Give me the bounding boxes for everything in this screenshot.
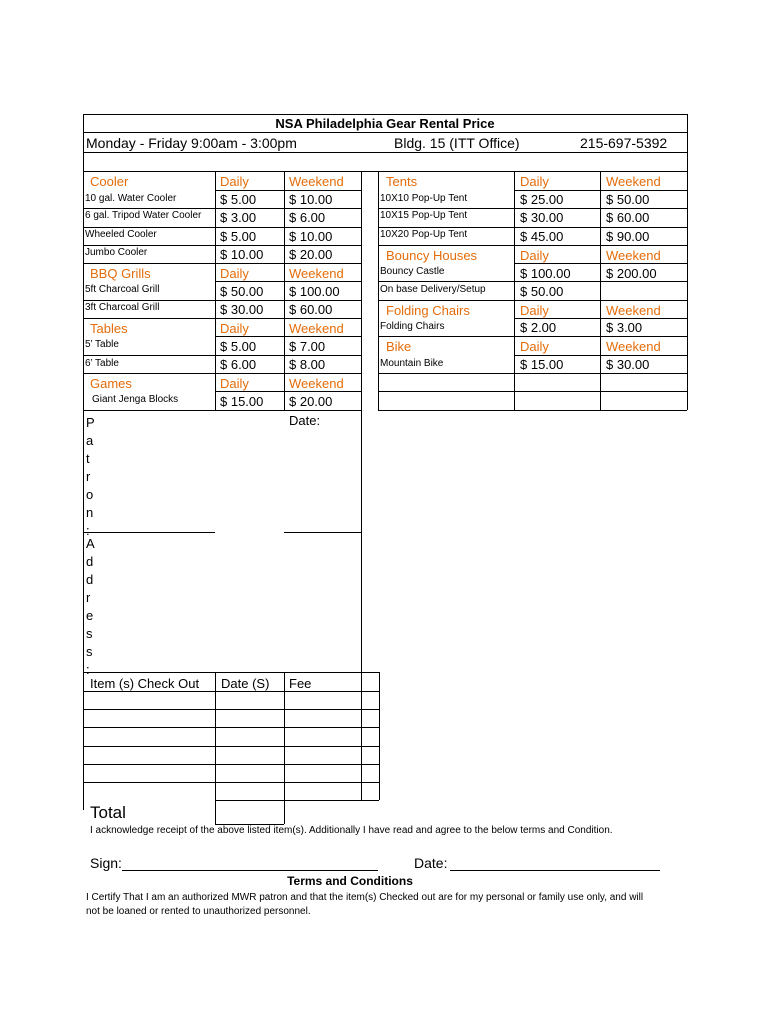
daily-price: $ 30.00 bbox=[220, 302, 264, 317]
header-divider bbox=[83, 132, 687, 133]
page-title: NSA Philadelphia Gear Rental Price bbox=[275, 116, 495, 131]
daily-header: Daily bbox=[520, 248, 549, 263]
weekend-price: $ 90.00 bbox=[606, 229, 650, 244]
weekend-price: $ 6.00 bbox=[289, 210, 326, 225]
section-label-bouncy-houses: Bouncy Houses bbox=[386, 248, 478, 263]
row-line bbox=[83, 355, 361, 356]
daily-header: Daily bbox=[220, 321, 249, 336]
row-line bbox=[215, 190, 361, 191]
signature-line[interactable] bbox=[122, 870, 378, 871]
daily-price: $ 45.00 bbox=[520, 229, 564, 244]
daily-price: $ 10.00 bbox=[220, 247, 264, 262]
item-name: On base Delivery/Setup bbox=[380, 284, 486, 295]
row-line bbox=[83, 245, 361, 246]
item-name: Folding Chairs bbox=[380, 321, 445, 332]
item-name: 5ft Charcoal Grill bbox=[85, 284, 160, 295]
weekend-header: Weekend bbox=[289, 376, 344, 391]
daily-price: $ 30.00 bbox=[520, 210, 564, 225]
date-underline[interactable] bbox=[284, 532, 361, 533]
checkout-row bbox=[83, 764, 379, 765]
checkout-row bbox=[83, 709, 379, 710]
row-line bbox=[83, 227, 361, 228]
weekend-price: $ 20.00 bbox=[289, 247, 333, 262]
weekend-price: $ 8.00 bbox=[289, 357, 326, 372]
hours-text: Monday - Friday 9:00am - 3:00pm bbox=[86, 135, 297, 151]
row-line bbox=[378, 300, 687, 301]
total-label: Total bbox=[90, 803, 126, 822]
weekend-header: Weekend bbox=[606, 303, 661, 318]
terms-text-line1: I Certify That I am an authorized MWR patron and that the item(s) Checked out are for my personal or family use only, and will bbox=[86, 892, 644, 903]
header-divider bbox=[83, 152, 687, 153]
item-name: 6’ Table bbox=[85, 358, 119, 369]
col-fee: Fee bbox=[289, 676, 312, 691]
row-line bbox=[215, 391, 361, 392]
col-date: Date (S) bbox=[221, 676, 270, 691]
weekend-header: Weekend bbox=[606, 339, 661, 354]
item-name: 10X15 Pop-Up Tent bbox=[380, 210, 468, 221]
weekend-price: $ 30.00 bbox=[606, 357, 650, 372]
checkout-row bbox=[215, 800, 379, 801]
col-item-checkout: Item (s) Check Out bbox=[90, 676, 200, 691]
row-line bbox=[378, 227, 687, 228]
checkout-row bbox=[83, 782, 379, 783]
form-left-border bbox=[83, 171, 84, 810]
row-line bbox=[83, 318, 361, 319]
item-name: Jumbo Cooler bbox=[85, 247, 148, 258]
section-label-games: Games bbox=[90, 376, 132, 391]
col-line bbox=[378, 171, 379, 410]
daily-price: $ 5.00 bbox=[220, 229, 257, 244]
row-line bbox=[215, 281, 361, 282]
row-line bbox=[378, 373, 687, 374]
item-name: Bouncy Castle bbox=[380, 266, 445, 277]
footer-date-label: Date: bbox=[414, 855, 448, 871]
weekend-price: $ 10.00 bbox=[289, 229, 333, 244]
item-name: 10X20 Pop-Up Tent bbox=[380, 229, 468, 240]
row-line bbox=[83, 263, 361, 264]
checkout-row bbox=[83, 746, 379, 747]
terms-title: Terms and Conditions bbox=[287, 874, 413, 888]
row-line bbox=[378, 336, 687, 337]
daily-price: $ 50.00 bbox=[520, 284, 564, 299]
item-name: Giant Jenga Blocks bbox=[92, 394, 179, 405]
item-name: 10X10 Pop-Up Tent bbox=[380, 193, 468, 204]
section-label-folding-chairs: Folding Chairs bbox=[386, 303, 470, 318]
row-line bbox=[83, 373, 361, 374]
daily-header: Daily bbox=[220, 174, 249, 189]
daily-price: $ 15.00 bbox=[520, 357, 564, 372]
item-name: 5’ Table bbox=[85, 339, 119, 350]
header-divider bbox=[83, 171, 687, 172]
weekend-price: $ 3.00 bbox=[606, 320, 643, 335]
col-line bbox=[284, 171, 285, 410]
daily-price: $ 6.00 bbox=[220, 357, 257, 372]
weekend-header: Weekend bbox=[289, 174, 344, 189]
daily-header: Daily bbox=[220, 376, 249, 391]
daily-price: $ 3.00 bbox=[220, 210, 257, 225]
weekend-price: $ 7.00 bbox=[289, 339, 326, 354]
address-label: A d d r e s s : bbox=[86, 536, 95, 677]
row-line bbox=[378, 410, 687, 411]
daily-price: $ 15.00 bbox=[220, 394, 264, 409]
daily-header: Daily bbox=[520, 339, 549, 354]
patron-underline[interactable] bbox=[83, 532, 215, 533]
section-label-tents: Tents bbox=[386, 174, 418, 189]
terms-text-line2: not be loaned or rented to unauthorized personnel. bbox=[86, 906, 311, 917]
weekend-header: Weekend bbox=[289, 321, 344, 336]
daily-price: $ 2.00 bbox=[520, 320, 557, 335]
checkout-col bbox=[361, 672, 362, 800]
daily-header: Daily bbox=[520, 174, 549, 189]
daily-price: $ 5.00 bbox=[220, 192, 257, 207]
weekend-price: $ 60.00 bbox=[606, 210, 650, 225]
section-label-tables: Tables bbox=[90, 321, 128, 336]
form-right-border bbox=[361, 171, 362, 672]
section-label-bbq: BBQ Grills bbox=[90, 266, 151, 281]
weekend-price: $ 10.00 bbox=[289, 192, 333, 207]
section-label-bike: Bike bbox=[386, 339, 412, 354]
header-top-border bbox=[83, 114, 687, 115]
col-line bbox=[687, 171, 688, 410]
weekend-price: $ 20.00 bbox=[289, 394, 333, 409]
weekend-header: Weekend bbox=[606, 174, 661, 189]
col-line bbox=[600, 171, 601, 410]
patron-label: P a t r o n : bbox=[86, 415, 95, 538]
row-line bbox=[378, 391, 687, 392]
daily-price: $ 5.00 bbox=[220, 339, 257, 354]
row-line bbox=[378, 281, 687, 282]
item-name: 3ft Charcoal Grill bbox=[85, 302, 160, 313]
daily-header: Daily bbox=[220, 266, 249, 281]
row-line bbox=[83, 208, 361, 209]
checkout-row bbox=[83, 691, 379, 692]
row-line bbox=[378, 245, 687, 246]
item-name: 6 gal. Tripod Water Cooler bbox=[85, 210, 202, 221]
col-line bbox=[514, 171, 515, 410]
checkout-top bbox=[83, 672, 379, 673]
weekend-price: $ 200.00 bbox=[606, 266, 657, 281]
row-line bbox=[215, 336, 361, 337]
date-label: Date: bbox=[289, 413, 321, 428]
daily-price: $ 25.00 bbox=[520, 192, 564, 207]
section-label-cooler: Cooler bbox=[90, 174, 129, 189]
daily-price: $ 50.00 bbox=[220, 284, 264, 299]
phone-text: 215-697-5392 bbox=[580, 135, 668, 151]
acknowledge-text: I acknowledge receipt of the above listed item(s). Additionally I have read and agree to the below terms and Condition. bbox=[90, 825, 613, 836]
weekend-price: $ 60.00 bbox=[289, 302, 333, 317]
row-line bbox=[378, 208, 687, 209]
weekend-header: Weekend bbox=[606, 248, 661, 263]
checkout-row bbox=[83, 727, 379, 728]
item-name: 10 gal. Water Cooler bbox=[85, 193, 177, 204]
checkout-col bbox=[379, 672, 380, 800]
item-name: Mountain Bike bbox=[380, 358, 444, 369]
location-text: Bldg. 15 (ITT Office) bbox=[394, 135, 520, 151]
checkout-col bbox=[284, 672, 285, 824]
weekend-price: $ 100.00 bbox=[289, 284, 340, 299]
item-name: Wheeled Cooler bbox=[85, 229, 157, 240]
sign-label: Sign: bbox=[90, 855, 122, 871]
row-line bbox=[83, 300, 361, 301]
weekend-price: $ 50.00 bbox=[606, 192, 650, 207]
weekend-header: Weekend bbox=[289, 266, 344, 281]
daily-header: Daily bbox=[520, 303, 549, 318]
footer-date-line[interactable] bbox=[450, 870, 660, 871]
row-line bbox=[83, 410, 361, 411]
checkout-col bbox=[215, 672, 216, 824]
daily-price: $ 100.00 bbox=[520, 266, 571, 281]
col-line bbox=[215, 171, 216, 410]
